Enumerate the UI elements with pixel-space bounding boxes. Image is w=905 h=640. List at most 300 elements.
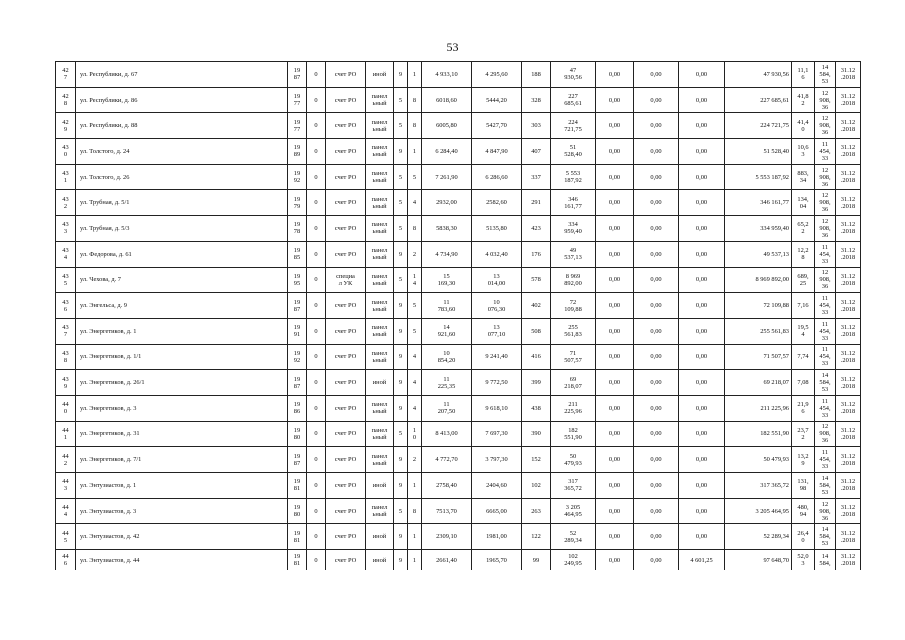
cell-build-year: 19 87 <box>288 447 307 473</box>
cell-residents: 99 <box>522 550 551 571</box>
cell-federal-funds: 0,00 <box>596 113 634 139</box>
cell-wear-percent: 0 <box>307 421 326 447</box>
cell-residents: 423 <box>522 216 551 242</box>
cell-row-index: 42 7 <box>56 62 76 88</box>
cell-federal-funds: 0,00 <box>596 62 634 88</box>
cell-living-area: 5427,70 <box>472 113 522 139</box>
cell-max-cost-per-sqm: 11 454, 33 <box>815 139 836 165</box>
cell-living-area: 4 295,60 <box>472 62 522 88</box>
cell-max-cost-per-sqm: 14 584, 53 <box>815 370 836 396</box>
cell-regional-funds: 0,00 <box>634 550 679 571</box>
table-row <box>56 62 861 88</box>
cell-max-cost-per-sqm: 12 908, 36 <box>815 216 836 242</box>
cell-row-index: 44 3 <box>56 473 76 499</box>
cell-federal-funds: 0,00 <box>596 524 634 550</box>
cell-residents: 438 <box>522 395 551 421</box>
cell-floors: 9 <box>394 473 408 499</box>
cell-build-year: 19 80 <box>288 421 307 447</box>
cell-total-cost: 224 721,75 <box>551 113 596 139</box>
cell-wear-percent: 0 <box>307 216 326 242</box>
cell-max-cost-per-sqm: 11 454, 33 <box>815 344 836 370</box>
cell-row-index: 42 8 <box>56 87 76 113</box>
cell-federal-funds: 0,00 <box>596 498 634 524</box>
cell-owner-funds: 50 479,93 <box>725 447 792 473</box>
cell-residents: 337 <box>522 164 551 190</box>
cell-residents: 102 <box>522 473 551 499</box>
cell-municipal-funds: 0,00 <box>679 524 725 550</box>
cell-regional-funds: 0,00 <box>634 370 679 396</box>
cell-address: ул. Энергетиков, д. 31 <box>76 421 288 447</box>
cell-total-area: 4 933,10 <box>422 62 472 88</box>
cell-residents: 263 <box>522 498 551 524</box>
cell-max-cost-per-sqm: 12 908, 36 <box>815 421 836 447</box>
cell-deadline: 31.12 .2018 <box>836 318 861 344</box>
cell-municipal-funds: 0,00 <box>679 293 725 319</box>
cell-total-area: 8 413,00 <box>422 421 472 447</box>
cell-address: ул. Энтузиастов, д. 42 <box>76 524 288 550</box>
cell-entrances: 1 <box>408 473 422 499</box>
cell-living-area: 9 772,50 <box>472 370 522 396</box>
cell-owner-funds: 97 648,70 <box>725 550 792 571</box>
cell-total-cost: 182 551,90 <box>551 421 596 447</box>
table-row <box>56 421 861 447</box>
cell-cost-per-sqm: 41,4 0 <box>792 113 815 139</box>
cell-deadline: 31.12 .2018 <box>836 344 861 370</box>
cell-owner-funds: 52 289,34 <box>725 524 792 550</box>
cell-federal-funds: 0,00 <box>596 370 634 396</box>
cell-fund-method: счет РО <box>326 421 366 447</box>
cell-municipal-funds: 4 601,25 <box>679 550 725 571</box>
cell-row-index: 44 0 <box>56 395 76 421</box>
cell-deadline: 31.12 .2018 <box>836 113 861 139</box>
cell-max-cost-per-sqm: 14 584, 53 <box>815 62 836 88</box>
cell-cost-per-sqm: 41,8 2 <box>792 87 815 113</box>
cell-total-cost: 47 930,56 <box>551 62 596 88</box>
cell-owner-funds: 51 528,40 <box>725 139 792 165</box>
cell-cost-per-sqm: 13,2 9 <box>792 447 815 473</box>
cell-regional-funds: 0,00 <box>634 164 679 190</box>
cell-wear-percent: 0 <box>307 139 326 165</box>
cell-wall-material: панел ьный <box>366 318 394 344</box>
cell-entrances: 4 <box>408 370 422 396</box>
cell-federal-funds: 0,00 <box>596 447 634 473</box>
cell-owner-funds: 211 225,96 <box>725 395 792 421</box>
cell-living-area: 2404,60 <box>472 473 522 499</box>
cell-wall-material: иной <box>366 524 394 550</box>
cell-living-area: 4 847,90 <box>472 139 522 165</box>
cell-total-cost: 72 109,88 <box>551 293 596 319</box>
table-row <box>56 524 861 550</box>
cell-residents: 390 <box>522 421 551 447</box>
cell-wall-material: панел ьный <box>366 421 394 447</box>
cell-total-area: 6005,80 <box>422 113 472 139</box>
cell-wear-percent: 0 <box>307 113 326 139</box>
cell-floors: 9 <box>394 524 408 550</box>
cell-owner-funds: 346 161,77 <box>725 190 792 216</box>
cell-wear-percent: 0 <box>307 62 326 88</box>
cell-total-area: 2309,10 <box>422 524 472 550</box>
cell-total-area: 7 261,90 <box>422 164 472 190</box>
cell-municipal-funds: 0,00 <box>679 241 725 267</box>
cell-row-index: 44 6 <box>56 550 76 571</box>
cell-max-cost-per-sqm: 11 454, 33 <box>815 241 836 267</box>
cell-entrances: 4 <box>408 395 422 421</box>
cell-entrances: 1 <box>408 550 422 571</box>
cell-cost-per-sqm: 480, 94 <box>792 498 815 524</box>
cell-max-cost-per-sqm: 12 908, 36 <box>815 164 836 190</box>
housing-repair-table <box>55 61 861 570</box>
cell-max-cost-per-sqm: 12 908, 36 <box>815 267 836 293</box>
cell-regional-funds: 0,00 <box>634 87 679 113</box>
cell-fund-method: специа л УК <box>326 267 366 293</box>
cell-federal-funds: 0,00 <box>596 164 634 190</box>
cell-cost-per-sqm: 26,4 0 <box>792 524 815 550</box>
cell-total-cost: 50 479,93 <box>551 447 596 473</box>
cell-floors: 5 <box>394 190 408 216</box>
page-number: 53 <box>446 40 459 54</box>
cell-entrances: 5 <box>408 293 422 319</box>
cell-address: ул. Толстого, д. 26 <box>76 164 288 190</box>
cell-address: ул. Энтузиастов, д. 1 <box>76 473 288 499</box>
cell-living-area: 9 618,10 <box>472 395 522 421</box>
table-row <box>56 318 861 344</box>
cell-floors: 9 <box>394 370 408 396</box>
cell-cost-per-sqm: 12,2 8 <box>792 241 815 267</box>
table-row <box>56 344 861 370</box>
cell-wall-material: иной <box>366 370 394 396</box>
cell-regional-funds: 0,00 <box>634 190 679 216</box>
cell-wear-percent: 0 <box>307 267 326 293</box>
cell-wear-percent: 0 <box>307 241 326 267</box>
cell-wear-percent: 0 <box>307 447 326 473</box>
cell-wear-percent: 0 <box>307 318 326 344</box>
cell-federal-funds: 0,00 <box>596 421 634 447</box>
cell-row-index: 43 0 <box>56 139 76 165</box>
cell-max-cost-per-sqm: 11 454, 33 <box>815 318 836 344</box>
cell-build-year: 19 87 <box>288 370 307 396</box>
cell-floors: 5 <box>394 216 408 242</box>
cell-wall-material: панел ьный <box>366 293 394 319</box>
cell-municipal-funds: 0,00 <box>679 370 725 396</box>
cell-federal-funds: 0,00 <box>596 473 634 499</box>
cell-living-area: 3 797,30 <box>472 447 522 473</box>
cell-federal-funds: 0,00 <box>596 318 634 344</box>
cell-fund-method: счет РО <box>326 164 366 190</box>
cell-cost-per-sqm: 65,2 2 <box>792 216 815 242</box>
cell-municipal-funds: 0,00 <box>679 498 725 524</box>
cell-cost-per-sqm: 11,1 6 <box>792 62 815 88</box>
cell-owner-funds: 224 721,75 <box>725 113 792 139</box>
cell-cost-per-sqm: 7,08 <box>792 370 815 396</box>
table-row <box>56 447 861 473</box>
cell-living-area: 5444,20 <box>472 87 522 113</box>
cell-regional-funds: 0,00 <box>634 395 679 421</box>
cell-municipal-funds: 0,00 <box>679 62 725 88</box>
cell-address: ул. Энергетиков, д. 26/1 <box>76 370 288 396</box>
cell-fund-method: счет РО <box>326 395 366 421</box>
cell-total-area: 14 921,60 <box>422 318 472 344</box>
cell-living-area: 1965,70 <box>472 550 522 571</box>
cell-federal-funds: 0,00 <box>596 395 634 421</box>
cell-deadline: 31.12 .2018 <box>836 267 861 293</box>
cell-wall-material: панел ьный <box>366 447 394 473</box>
cell-living-area: 7 697,30 <box>472 421 522 447</box>
cell-total-cost: 5 553 187,92 <box>551 164 596 190</box>
cell-fund-method: счет РО <box>326 370 366 396</box>
cell-regional-funds: 0,00 <box>634 447 679 473</box>
cell-total-cost: 346 161,77 <box>551 190 596 216</box>
cell-deadline: 31.12 .2018 <box>836 62 861 88</box>
cell-row-index: 43 1 <box>56 164 76 190</box>
cell-cost-per-sqm: 21,9 6 <box>792 395 815 421</box>
cell-municipal-funds: 0,00 <box>679 447 725 473</box>
cell-owner-funds: 3 205 464,95 <box>725 498 792 524</box>
cell-wall-material: панел ьный <box>366 87 394 113</box>
cell-total-cost: 49 537,13 <box>551 241 596 267</box>
cell-fund-method: счет РО <box>326 498 366 524</box>
cell-entrances: 4 <box>408 190 422 216</box>
cell-address: ул. Энергетиков, д. 7/1 <box>76 447 288 473</box>
cell-address: ул. Федорова, д. 61 <box>76 241 288 267</box>
table-row <box>56 267 861 293</box>
cell-wall-material: иной <box>366 550 394 571</box>
cell-residents: 578 <box>522 267 551 293</box>
cell-row-index: 43 2 <box>56 190 76 216</box>
cell-deadline: 31.12 .2018 <box>836 473 861 499</box>
cell-deadline: 31.12 .2018 <box>836 370 861 396</box>
cell-wall-material: панел ьный <box>366 190 394 216</box>
cell-entrances: 8 <box>408 216 422 242</box>
cell-wear-percent: 0 <box>307 395 326 421</box>
cell-wear-percent: 0 <box>307 87 326 113</box>
cell-build-year: 19 92 <box>288 164 307 190</box>
cell-cost-per-sqm: 883, 34 <box>792 164 815 190</box>
cell-max-cost-per-sqm: 12 908, 36 <box>815 190 836 216</box>
cell-cost-per-sqm: 7,74 <box>792 344 815 370</box>
cell-row-index: 43 3 <box>56 216 76 242</box>
cell-address: ул. Энергетиков, д. 1/1 <box>76 344 288 370</box>
cell-fund-method: счет РО <box>326 216 366 242</box>
cell-deadline: 31.12 .2018 <box>836 395 861 421</box>
cell-wall-material: иной <box>366 473 394 499</box>
cell-municipal-funds: 0,00 <box>679 190 725 216</box>
cell-residents: 402 <box>522 293 551 319</box>
cell-build-year: 19 77 <box>288 113 307 139</box>
cell-owner-funds: 5 553 187,92 <box>725 164 792 190</box>
cell-entrances: 1 <box>408 139 422 165</box>
cell-total-area: 7513,70 <box>422 498 472 524</box>
cell-cost-per-sqm: 52,0 3 <box>792 550 815 571</box>
cell-total-area: 4 772,70 <box>422 447 472 473</box>
cell-residents: 188 <box>522 62 551 88</box>
cell-regional-funds: 0,00 <box>634 241 679 267</box>
cell-fund-method: счет РО <box>326 550 366 571</box>
cell-address: ул. Энтузиастов, д. 3 <box>76 498 288 524</box>
cell-total-area: 5838,30 <box>422 216 472 242</box>
cell-federal-funds: 0,00 <box>596 190 634 216</box>
cell-regional-funds: 0,00 <box>634 293 679 319</box>
cell-residents: 122 <box>522 524 551 550</box>
table-row <box>56 395 861 421</box>
cell-living-area: 5135,80 <box>472 216 522 242</box>
cell-living-area: 1981,00 <box>472 524 522 550</box>
cell-municipal-funds: 0,00 <box>679 344 725 370</box>
cell-cost-per-sqm: 23,7 2 <box>792 421 815 447</box>
cell-cost-per-sqm: 689, 25 <box>792 267 815 293</box>
cell-total-area: 11 225,35 <box>422 370 472 396</box>
cell-row-index: 43 6 <box>56 293 76 319</box>
cell-residents: 508 <box>522 318 551 344</box>
cell-owner-funds: 182 551,90 <box>725 421 792 447</box>
table-row <box>56 190 861 216</box>
cell-floors: 9 <box>394 447 408 473</box>
cell-wear-percent: 0 <box>307 550 326 571</box>
cell-owner-funds: 71 507,57 <box>725 344 792 370</box>
cell-floors: 9 <box>394 293 408 319</box>
cell-row-index: 44 1 <box>56 421 76 447</box>
cell-entrances: 2 <box>408 241 422 267</box>
cell-municipal-funds: 0,00 <box>679 216 725 242</box>
cell-row-index: 43 5 <box>56 267 76 293</box>
cell-floors: 9 <box>394 139 408 165</box>
cell-address: ул. Толстого, д. 24 <box>76 139 288 165</box>
cell-municipal-funds: 0,00 <box>679 318 725 344</box>
cell-regional-funds: 0,00 <box>634 267 679 293</box>
cell-fund-method: счет РО <box>326 62 366 88</box>
cell-federal-funds: 0,00 <box>596 550 634 571</box>
cell-owner-funds: 317 365,72 <box>725 473 792 499</box>
table-row <box>56 550 861 571</box>
cell-living-area: 6665,00 <box>472 498 522 524</box>
table-row <box>56 87 861 113</box>
cell-entrances: 8 <box>408 113 422 139</box>
cell-cost-per-sqm: 7,16 <box>792 293 815 319</box>
cell-regional-funds: 0,00 <box>634 62 679 88</box>
cell-row-index: 43 4 <box>56 241 76 267</box>
cell-build-year: 19 95 <box>288 267 307 293</box>
cell-wear-percent: 0 <box>307 344 326 370</box>
cell-max-cost-per-sqm: 12 908, 36 <box>815 113 836 139</box>
cell-floors: 5 <box>394 498 408 524</box>
cell-max-cost-per-sqm: 12 908, 36 <box>815 498 836 524</box>
table-row <box>56 139 861 165</box>
cell-wall-material: панел ьный <box>366 241 394 267</box>
cell-federal-funds: 0,00 <box>596 344 634 370</box>
cell-fund-method: счет РО <box>326 524 366 550</box>
cell-municipal-funds: 0,00 <box>679 473 725 499</box>
cell-entrances: 1 0 <box>408 421 422 447</box>
cell-total-area: 4 734,90 <box>422 241 472 267</box>
cell-entrances: 8 <box>408 87 422 113</box>
cell-total-area: 6 284,40 <box>422 139 472 165</box>
cell-fund-method: счет РО <box>326 190 366 216</box>
cell-deadline: 31.12 .2018 <box>836 524 861 550</box>
cell-deadline: 31.12 .2018 <box>836 293 861 319</box>
cell-municipal-funds: 0,00 <box>679 395 725 421</box>
cell-deadline: 31.12 .2018 <box>836 498 861 524</box>
cell-residents: 399 <box>522 370 551 396</box>
cell-residents: 407 <box>522 139 551 165</box>
cell-address: ул. Энергетиков, д. 3 <box>76 395 288 421</box>
cell-wall-material: панел ьный <box>366 216 394 242</box>
cell-build-year: 19 92 <box>288 344 307 370</box>
cell-address: ул. Трубная, д. 5/3 <box>76 216 288 242</box>
cell-row-index: 44 5 <box>56 524 76 550</box>
cell-fund-method: счет РО <box>326 241 366 267</box>
cell-address: ул. Чехова, д. 7 <box>76 267 288 293</box>
cell-living-area: 6 286,60 <box>472 164 522 190</box>
cell-build-year: 19 87 <box>288 293 307 319</box>
cell-wear-percent: 0 <box>307 524 326 550</box>
cell-federal-funds: 0,00 <box>596 216 634 242</box>
cell-wall-material: панел ьный <box>366 498 394 524</box>
cell-total-area: 15 169,30 <box>422 267 472 293</box>
cell-entrances: 2 <box>408 447 422 473</box>
cell-residents: 152 <box>522 447 551 473</box>
cell-floors: 5 <box>394 87 408 113</box>
cell-total-cost: 69 218,07 <box>551 370 596 396</box>
cell-floors: 5 <box>394 421 408 447</box>
cell-max-cost-per-sqm: 14 584, 53 <box>815 473 836 499</box>
cell-build-year: 19 89 <box>288 139 307 165</box>
cell-residents: 303 <box>522 113 551 139</box>
cell-total-area: 2758,40 <box>422 473 472 499</box>
cell-entrances: 1 4 <box>408 267 422 293</box>
cell-owner-funds: 227 685,61 <box>725 87 792 113</box>
cell-living-area: 2582,60 <box>472 190 522 216</box>
cell-floors: 5 <box>394 267 408 293</box>
cell-living-area: 9 241,40 <box>472 344 522 370</box>
cell-residents: 291 <box>522 190 551 216</box>
cell-max-cost-per-sqm: 12 908, 36 <box>815 87 836 113</box>
cell-deadline: 31.12 .2018 <box>836 139 861 165</box>
cell-total-cost: 102 249,95 <box>551 550 596 571</box>
cell-total-cost: 255 561,83 <box>551 318 596 344</box>
cell-entrances: 1 <box>408 524 422 550</box>
cell-max-cost-per-sqm: 11 454, 33 <box>815 447 836 473</box>
cell-total-area: 11 207,50 <box>422 395 472 421</box>
cell-total-cost: 211 225,96 <box>551 395 596 421</box>
cell-floors: 9 <box>394 241 408 267</box>
cell-row-index: 43 7 <box>56 318 76 344</box>
cell-fund-method: счет РО <box>326 344 366 370</box>
cell-build-year: 19 87 <box>288 62 307 88</box>
cell-cost-per-sqm: 131, 98 <box>792 473 815 499</box>
cell-address: ул. Трубная, д. 5/1 <box>76 190 288 216</box>
cell-owner-funds: 47 930,56 <box>725 62 792 88</box>
cell-cost-per-sqm: 10,6 3 <box>792 139 815 165</box>
cell-owner-funds: 334 959,40 <box>725 216 792 242</box>
cell-row-index: 44 2 <box>56 447 76 473</box>
cell-owner-funds: 255 561,83 <box>725 318 792 344</box>
cell-fund-method: счет РО <box>326 113 366 139</box>
cell-owner-funds: 69 218,07 <box>725 370 792 396</box>
cell-federal-funds: 0,00 <box>596 293 634 319</box>
cell-owner-funds: 72 109,88 <box>725 293 792 319</box>
cell-address: ул. Республики, д. 86 <box>76 87 288 113</box>
cell-row-index: 42 9 <box>56 113 76 139</box>
cell-floors: 9 <box>394 344 408 370</box>
cell-entrances: 5 <box>408 164 422 190</box>
cell-build-year: 19 86 <box>288 395 307 421</box>
cell-row-index: 44 4 <box>56 498 76 524</box>
cell-total-area: 10 854,20 <box>422 344 472 370</box>
cell-floors: 9 <box>394 550 408 571</box>
cell-build-year: 19 77 <box>288 87 307 113</box>
cell-wall-material: панел ьный <box>366 113 394 139</box>
cell-owner-funds: 49 537,13 <box>725 241 792 267</box>
table-row <box>56 241 861 267</box>
